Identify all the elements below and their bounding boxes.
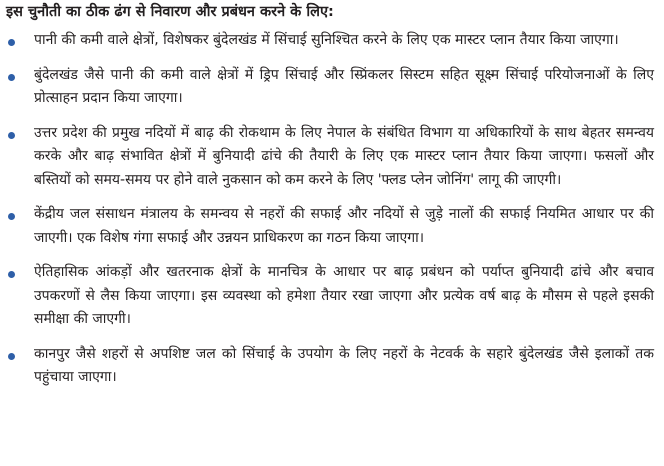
bullet-dot-icon	[8, 74, 15, 81]
bullet-text-3: उत्तर प्रदेश की प्रमुख नदियों में बाढ़ की रोकथाम के लिए नेपाल के संबंधित विभाग या अधिकारियों के साथ बेहतर समन्वय करके और बाढ़ संभावित क्षेत्रों में बुनियादी ढांचे की तैयारी के लिए एक मास्टर प्लान तैयार किया जाएगा। फसलों और बस्तियों को समय-समय पर होने वाले नुकसान को कम करने के लिए 'फ्लड प्लेन जोनिंग' लागू की जाएगी।	[34, 124, 654, 188]
bullet-item-4	[6, 203, 654, 250]
bullet-dot-icon	[8, 271, 15, 278]
bullet-dot-icon	[8, 213, 15, 220]
bullet-text-6: कानपुर जैसे शहरों से अपशिष्ट जल को सिंचाई के उपयोग के लिए नहरों के नेटवर्क के सहारे बुंदेलखंड जैसे इलाकों तक पहुंचाया जाएगा।	[34, 345, 654, 385]
bullet-item-6	[6, 343, 654, 390]
bullet-text-5: ऐतिहासिक आंकड़ों और खतरनाक क्षेत्रों के मानचित्र के आधार पर बाढ़ प्रबंधन को पर्याप्त बुनियादी ढांचे और बचाव उपकरणों से लैस किया जाएगा। इस व्यवस्था को हमेशा तैयार रखा जाएगा और प्रत्येक वर्ष बाढ़ के मौसम से पहले इसकी समीक्षा की जाएगी।	[34, 264, 654, 327]
bullet-item-1	[6, 29, 654, 53]
bullet-list	[6, 29, 654, 390]
bullet-dot-icon	[8, 353, 15, 360]
bullet-text-2: बुंदेलखंड जैसे पानी की कमी वाले क्षेत्रों में ड्रिप सिंचाई और स्प्रिंकलर सिस्टम सहित सूक्ष्म सिंचाई परियोजनाओं के लिए प्रोत्साहन प्रदान किया जाएगा।	[34, 66, 654, 106]
bullet-item-5	[6, 261, 654, 332]
bullet-text-1: पानी की कमी वाले क्षेत्रों, विशेषकर बुंदेलखंड में सिंचाई सुनिश्चित करने के लिए एक मास्टर प्लान तैयार किया जाएगा।	[34, 32, 619, 48]
bullet-item-3	[6, 122, 654, 193]
bullet-dot-icon	[8, 39, 15, 46]
bullet-text-4: केंद्रीय जल संसाधन मंत्रालय के समन्वय से नहरों की सफाई और नदियों से जुड़े नालों की सफाई नियमित आधार पर की जाएगी। एक विशेष गंगा सफाई और उन्नयन प्राधिकरण का गठन किया जाएगा।	[34, 206, 654, 246]
bullet-item-2	[6, 64, 654, 111]
section-heading: इस चुनौती का ठीक ढंग से निवारण और प्रबंधन करने के लिए:	[6, 4, 334, 20]
bullet-dot-icon	[8, 132, 15, 139]
